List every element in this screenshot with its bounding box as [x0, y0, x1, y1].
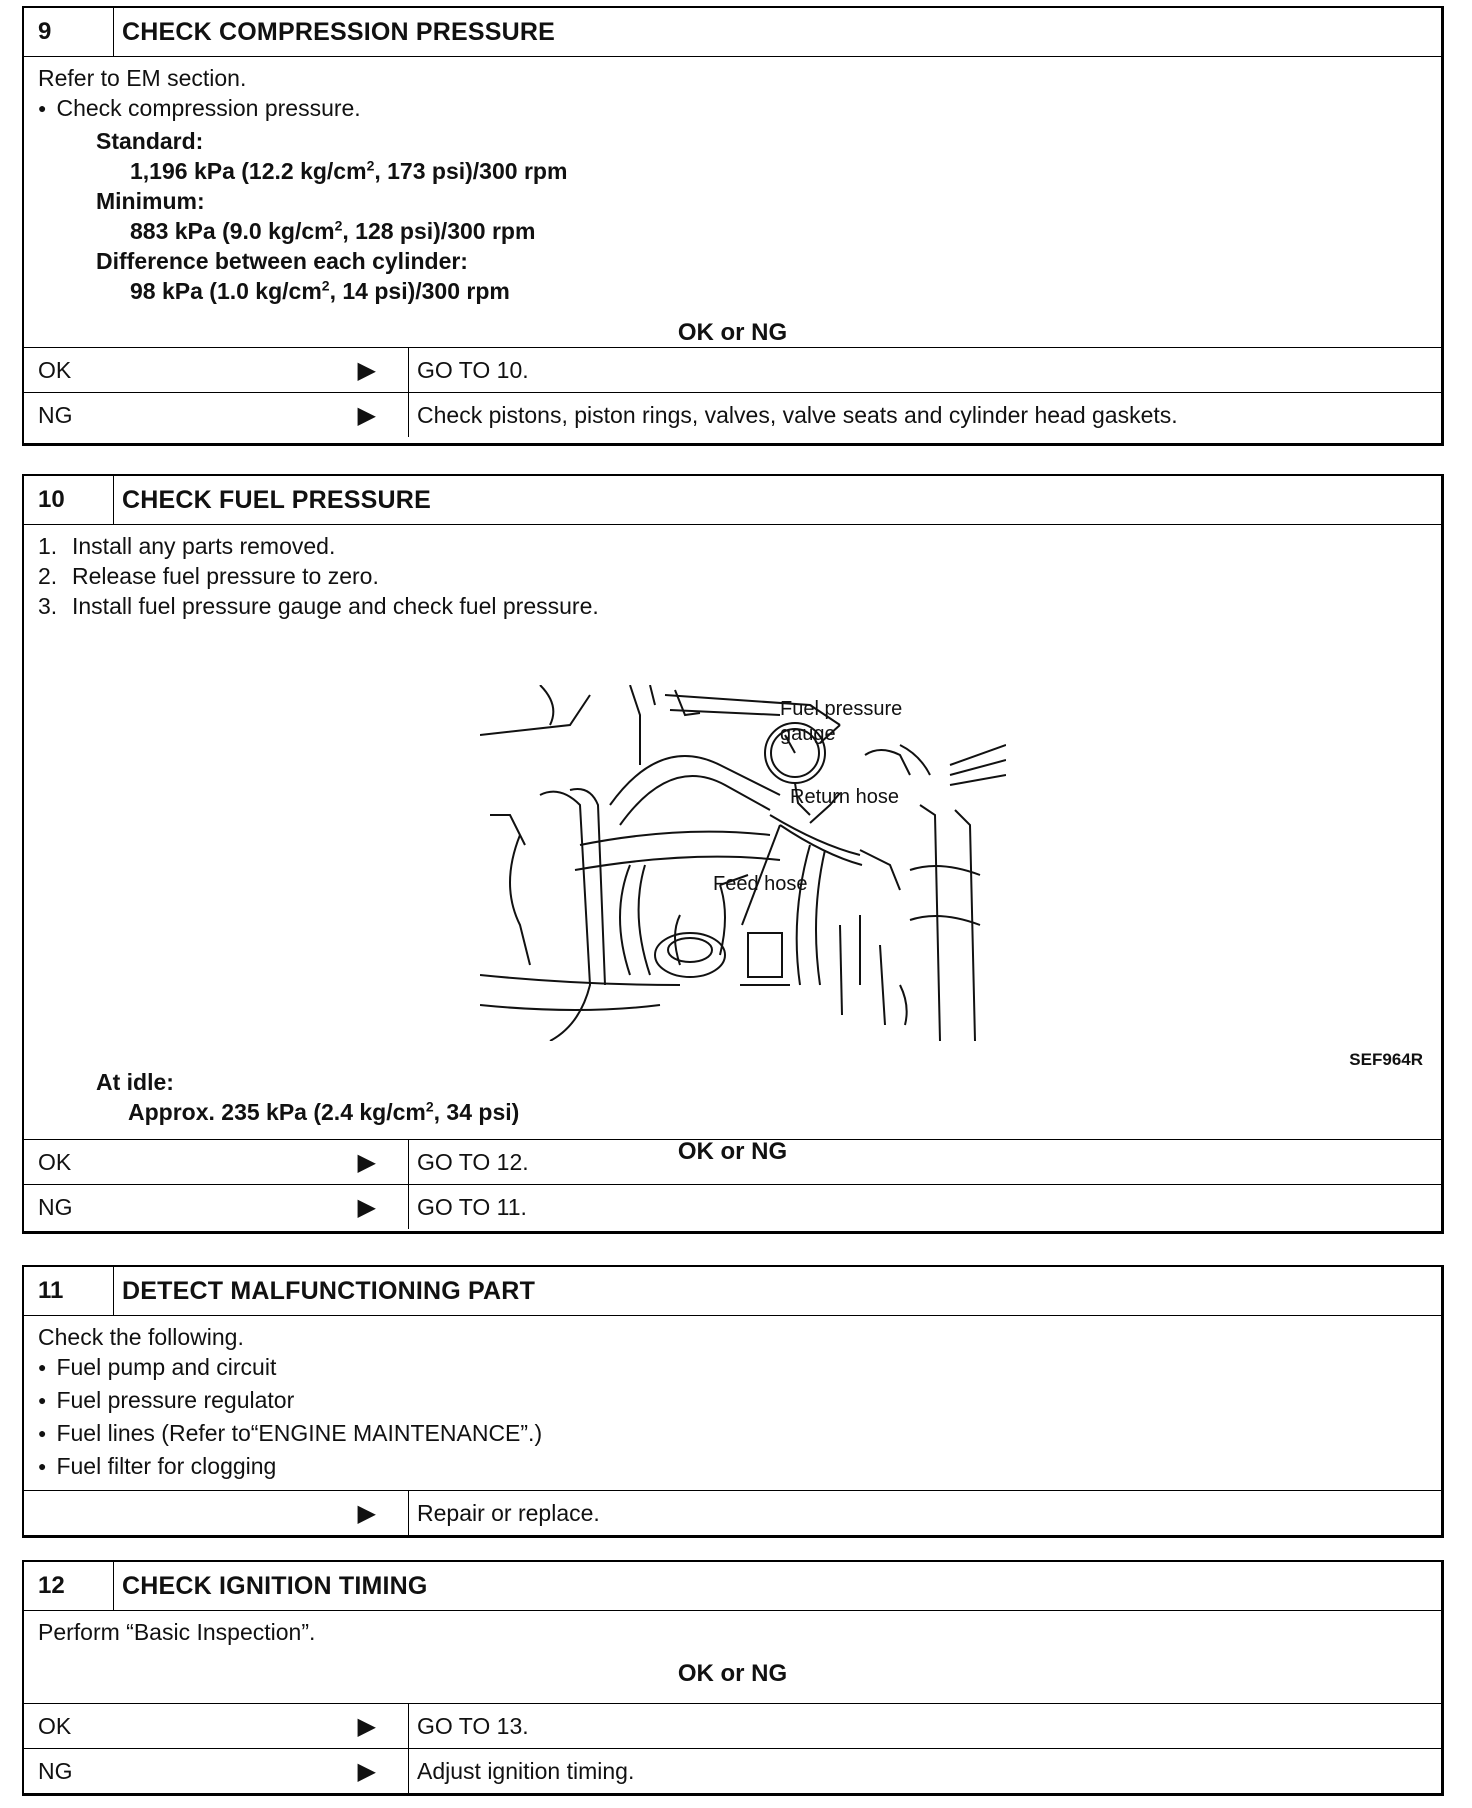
bullet-item	[38, 93, 1427, 126]
bullet-item: ● Fuel pressure regulator	[38, 1385, 1427, 1418]
arrow-icon: ▶	[357, 1499, 376, 1527]
minimum-value: 883 kPa (9.0 $kg/cm^2$, 128 psi)/300 rpm	[130, 217, 536, 244]
arrow-icon: ▶	[357, 1193, 376, 1221]
section-10	[22, 474, 1444, 1234]
ok-or-ng-label: OK or NG	[677, 1660, 788, 1687]
result-action: Adjust ignition timing.	[417, 1757, 635, 1784]
arrow-icon: ▶	[357, 401, 376, 429]
result-key: NG	[38, 401, 73, 428]
bullet-item: ● Fuel filter for clogging	[38, 1451, 1427, 1484]
difference-value: 98 kPa (1.0 $kg/cm^2$, 14 psi)/300 rpm	[130, 277, 510, 304]
section-body	[24, 57, 1441, 347]
result-row-ng	[24, 1184, 1441, 1229]
section-9	[22, 6, 1444, 446]
step-item: 1. Install any parts removed.	[38, 533, 336, 559]
figure-code: SEF964R	[1349, 1050, 1423, 1069]
arrow-icon: ▶	[357, 1712, 376, 1740]
result-row	[24, 1490, 1441, 1535]
label-feed-hose: Feed hose	[713, 873, 808, 895]
instruction-text: Perform “Basic Inspection”.	[38, 1619, 316, 1645]
section-11	[22, 1265, 1444, 1538]
refer-text: Refer to EM section.	[38, 65, 247, 91]
section-body	[24, 1316, 1441, 1490]
bullet-item: ● Fuel pump and circuit	[38, 1352, 1427, 1385]
result-key: OK	[38, 1148, 72, 1175]
step-title: CHECK FUEL PRESSURE	[122, 485, 431, 514]
section-body	[24, 1611, 1441, 1703]
result-key: OK	[38, 1712, 72, 1739]
result-action: Check pistons, piston rings, valves, valve seats and cylinder head gaskets.	[417, 401, 1178, 428]
result-action: Repair or replace.	[417, 1499, 600, 1526]
step-number: 10	[24, 476, 114, 524]
label-fuel-pressure-gauge: Fuel pressure	[780, 698, 903, 720]
result-action: GO TO 12.	[417, 1148, 529, 1175]
arrow-icon: ▶	[357, 1757, 376, 1785]
result-action: GO TO 13.	[417, 1712, 529, 1739]
bullet-item: ● Fuel lines (Refer to“ENGINE MAINTENANCE”.)	[38, 1418, 1427, 1451]
standard-label: Standard:	[96, 128, 204, 154]
idle-value: Approx. 235 kPa (2.4 $kg/cm^2$, 34 psi)	[128, 1098, 520, 1125]
result-row-ng	[24, 1748, 1441, 1793]
ok-or-ng-label: OK or NG	[677, 1138, 788, 1165]
result-action: GO TO 11.	[417, 1193, 527, 1220]
result-action: GO TO 10.	[417, 356, 529, 383]
section-12	[22, 1560, 1444, 1796]
section-header	[24, 476, 1441, 525]
standard-value: 1,196 kPa (12.2 $kg/cm^2$, 173 psi)/300 rpm	[130, 157, 568, 184]
section-header	[24, 1562, 1441, 1611]
result-key: OK	[38, 356, 72, 383]
step-number: 9	[24, 8, 114, 56]
fuel-pressure-gauge-illustration	[480, 685, 1006, 1041]
arrow-icon: ▶	[357, 1148, 376, 1176]
bullet-text: Check compression pressure.	[56, 95, 361, 121]
result-row-ok	[24, 347, 1441, 392]
result-key: NG	[38, 1757, 73, 1784]
step-number: 11	[24, 1267, 114, 1315]
step-item: 3. Install fuel pressure gauge and check fuel pressure.	[38, 593, 599, 619]
result-row-ng	[24, 392, 1441, 437]
step-number: 12	[24, 1562, 114, 1610]
section-header	[24, 1267, 1441, 1316]
idle-label: At idle:	[96, 1069, 174, 1095]
intro-text: Check the following.	[38, 1324, 244, 1350]
section-header	[24, 8, 1441, 57]
arrow-icon: ▶	[357, 356, 376, 384]
step-item: 2. Release fuel pressure to zero.	[38, 563, 379, 589]
label-gauge: gauge	[780, 723, 836, 745]
ok-or-ng-label: OK or NG	[677, 319, 788, 346]
result-key: NG	[38, 1193, 73, 1220]
step-title: CHECK COMPRESSION PRESSURE	[122, 17, 556, 46]
result-row-ok	[24, 1703, 1441, 1748]
minimum-label: Minimum:	[96, 188, 205, 214]
step-title: DETECT MALFUNCTIONING PART	[122, 1276, 536, 1305]
step-title: CHECK IGNITION TIMING	[122, 1571, 428, 1600]
difference-label: Difference between each cylinder:	[96, 248, 468, 274]
label-return-hose: Return hose	[790, 786, 899, 808]
